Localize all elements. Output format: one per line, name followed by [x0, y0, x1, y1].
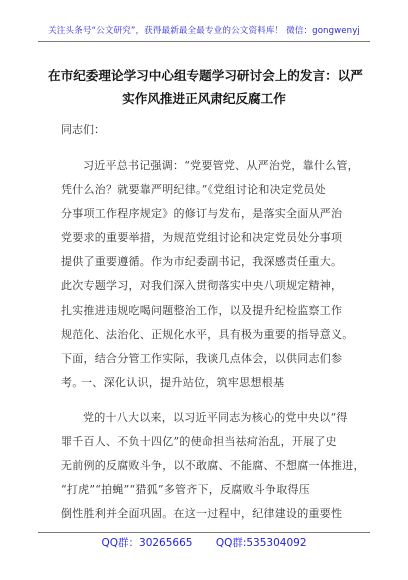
text-line: “打虎”“拍蝇”“猎狐”多管齐下，反腐败斗争取得压 [61, 483, 310, 497]
header-divider [38, 41, 370, 42]
document-title [48, 64, 363, 110]
paragraph-2 [61, 406, 365, 526]
text-line: 考。 [61, 375, 84, 389]
text-line: 此次专题学习，对我们深入贯彻落实中央八项规定精神， [61, 279, 343, 293]
header-note: 关注头条号“公文研究”，获得最新最全最专业的公文资料库！ 微信：gongwenyj [48, 26, 360, 36]
text-line: 罪千百人、不负十四亿”的使命担当祛疴治乱，开展了史 [61, 435, 337, 449]
footer-qq-group-1: QQ群：30265665 [101, 537, 193, 549]
title-line: 在市纪委理论学习中心组专题学习研讨会上的发言：以严 [48, 68, 363, 83]
text-line: 党的十八大以来，以习近平同志为核心的党中央以“得 [83, 411, 348, 424]
text-line: 党要求的重要举措，为规范党组讨论和决定党员处分事项 [61, 231, 343, 245]
salutation: 同志们： [61, 123, 105, 136]
paragraph-1 [61, 154, 359, 395]
section-heading: 一、深化认识，提升站位，筑牢思想根基 [81, 376, 285, 389]
footer-qq-group-2: QQ群:535304092 [215, 537, 307, 549]
text-line: 下面，结合分管工作实际，我谈几点体会，以供同志们参 [61, 351, 343, 365]
text-line: 提供了重要遵循。作为市纪委副书记，我深感责任重大。 [61, 255, 343, 269]
footer-divider [38, 532, 370, 533]
text-line: 扎实推进违规吃喝问题整治工作，以及提升纪检监察工作 [61, 303, 343, 317]
title-line: 实作风推进正风肃纪反腐工作 [122, 91, 286, 106]
text-line: 倒性胜利并全面巩固。在这一过程中，纪律建设的重要性 [61, 507, 343, 521]
footer [0, 535, 408, 550]
text-line: 习近平总书记强调：“党要管党、从严治党，靠什么管， [83, 159, 359, 172]
text-line: 无前例的反腐败斗争，以不敢腐、不能腐、不想腐一体推进， [61, 459, 365, 473]
text-line: 规范化、法治化、正规化水平，具有极为重要的指导意义。 [61, 327, 354, 341]
text-line: 分事项工作程序规定》的修订与发布，是落实全面从严治 [61, 207, 343, 221]
text-line: 凭什么治？就要靠严明纪律。”《党组讨论和决定党员处 [61, 183, 326, 197]
